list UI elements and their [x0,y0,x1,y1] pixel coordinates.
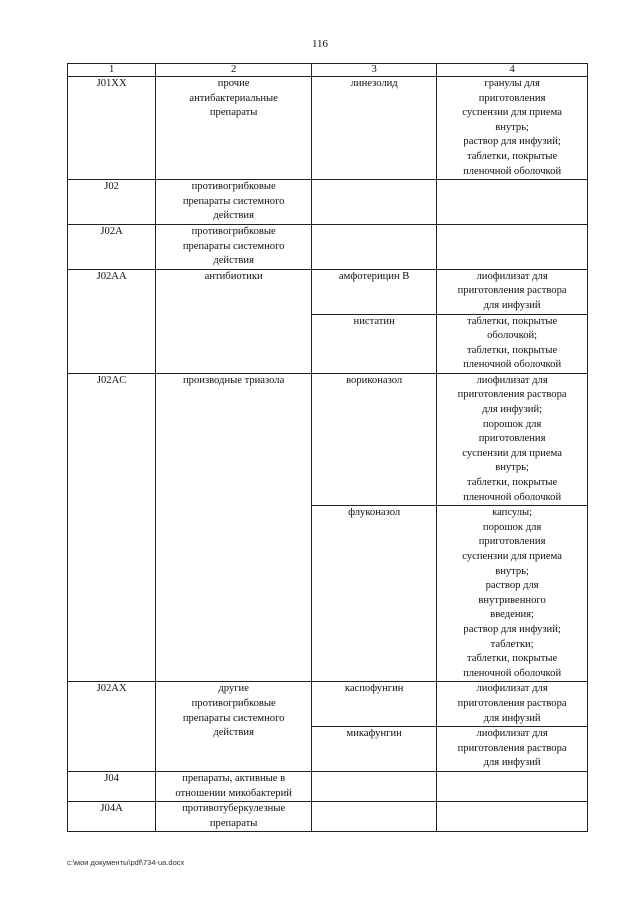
drug-table [67,63,588,832]
atc-code: J04 [68,771,156,801]
dosage-forms [437,771,588,801]
page-number: 116 [311,38,329,50]
atc-code: J02AX [68,682,156,772]
table-row [68,682,588,727]
drug-name [312,771,437,801]
table-row [68,180,588,225]
table-row [68,77,588,180]
drug-name: микафунгин [312,727,437,772]
dosage-forms [437,180,588,225]
table-row [68,771,588,801]
drug-name [312,180,437,225]
table-row [68,224,588,269]
group-name: антибиотики [156,269,312,373]
group-name: препараты, активные в отношении микобактерий [156,771,312,801]
dosage-forms: гранулы для приготовления суспензии для приема внутрь; раствор для инфузий; таблетки, покрытые пленочной оболочкой [437,77,588,180]
dosage-forms [437,224,588,269]
group-name: прочие антибактериальные препараты [156,77,312,180]
column-header: 4 [437,64,588,77]
group-name: другие противогрибковые препараты системного действия [156,682,312,772]
dosage-forms: лиофилизат для приготовления раствора для инфузий; порошок для приготовления суспензии для приема внутрь; таблетки, покрытые пленочной оболочкой [437,373,588,505]
atc-code: J02 [68,180,156,225]
drug-name: флуконазол [312,506,437,682]
dosage-forms: капсулы; порошок для приготовления суспензии для приема внутрь; раствор для внутривенного введения; раствор для инфузий; таблетки; таблетки, покрытые пленочной оболочкой [437,506,588,682]
group-name: противотуберкулезные препараты [156,802,312,832]
column-header: 2 [156,64,312,77]
dosage-forms: лиофилизат для приготовления раствора для инфузий [437,269,588,314]
drug-name [312,802,437,832]
dosage-forms: лиофилизат для приготовления раствора для инфузий [437,727,588,772]
drug-name: каспофунгин [312,682,437,727]
column-header: 1 [68,64,156,77]
atc-code: J02AA [68,269,156,373]
atc-code: J04A [68,802,156,832]
atc-code: J02A [68,224,156,269]
dosage-forms: таблетки, покрытые оболочкой; таблетки, покрытые пленочной оболочкой [437,314,588,373]
dosage-forms: лиофилизат для приготовления раствора для инфузий [437,682,588,727]
atc-code: J01XX [68,77,156,180]
atc-code: J02AC [68,373,156,681]
file-path-footer: c:\мои документы\pdf\734-ua.docx [67,858,185,867]
table-row [68,802,588,832]
table-row [68,269,588,314]
drug-name: амфотерицин В [312,269,437,314]
group-name: производные триазола [156,373,312,681]
drug-name: линезолид [312,77,437,180]
drug-name: нистатин [312,314,437,373]
group-name: противогрибковые препараты системного действия [156,224,312,269]
column-header: 3 [312,64,437,77]
drug-name [312,224,437,269]
table-header-row [68,64,588,77]
dosage-forms [437,802,588,832]
drug-name: вориконазол [312,373,437,505]
table-row [68,373,588,505]
group-name: противогрибковые препараты системного действия [156,180,312,225]
